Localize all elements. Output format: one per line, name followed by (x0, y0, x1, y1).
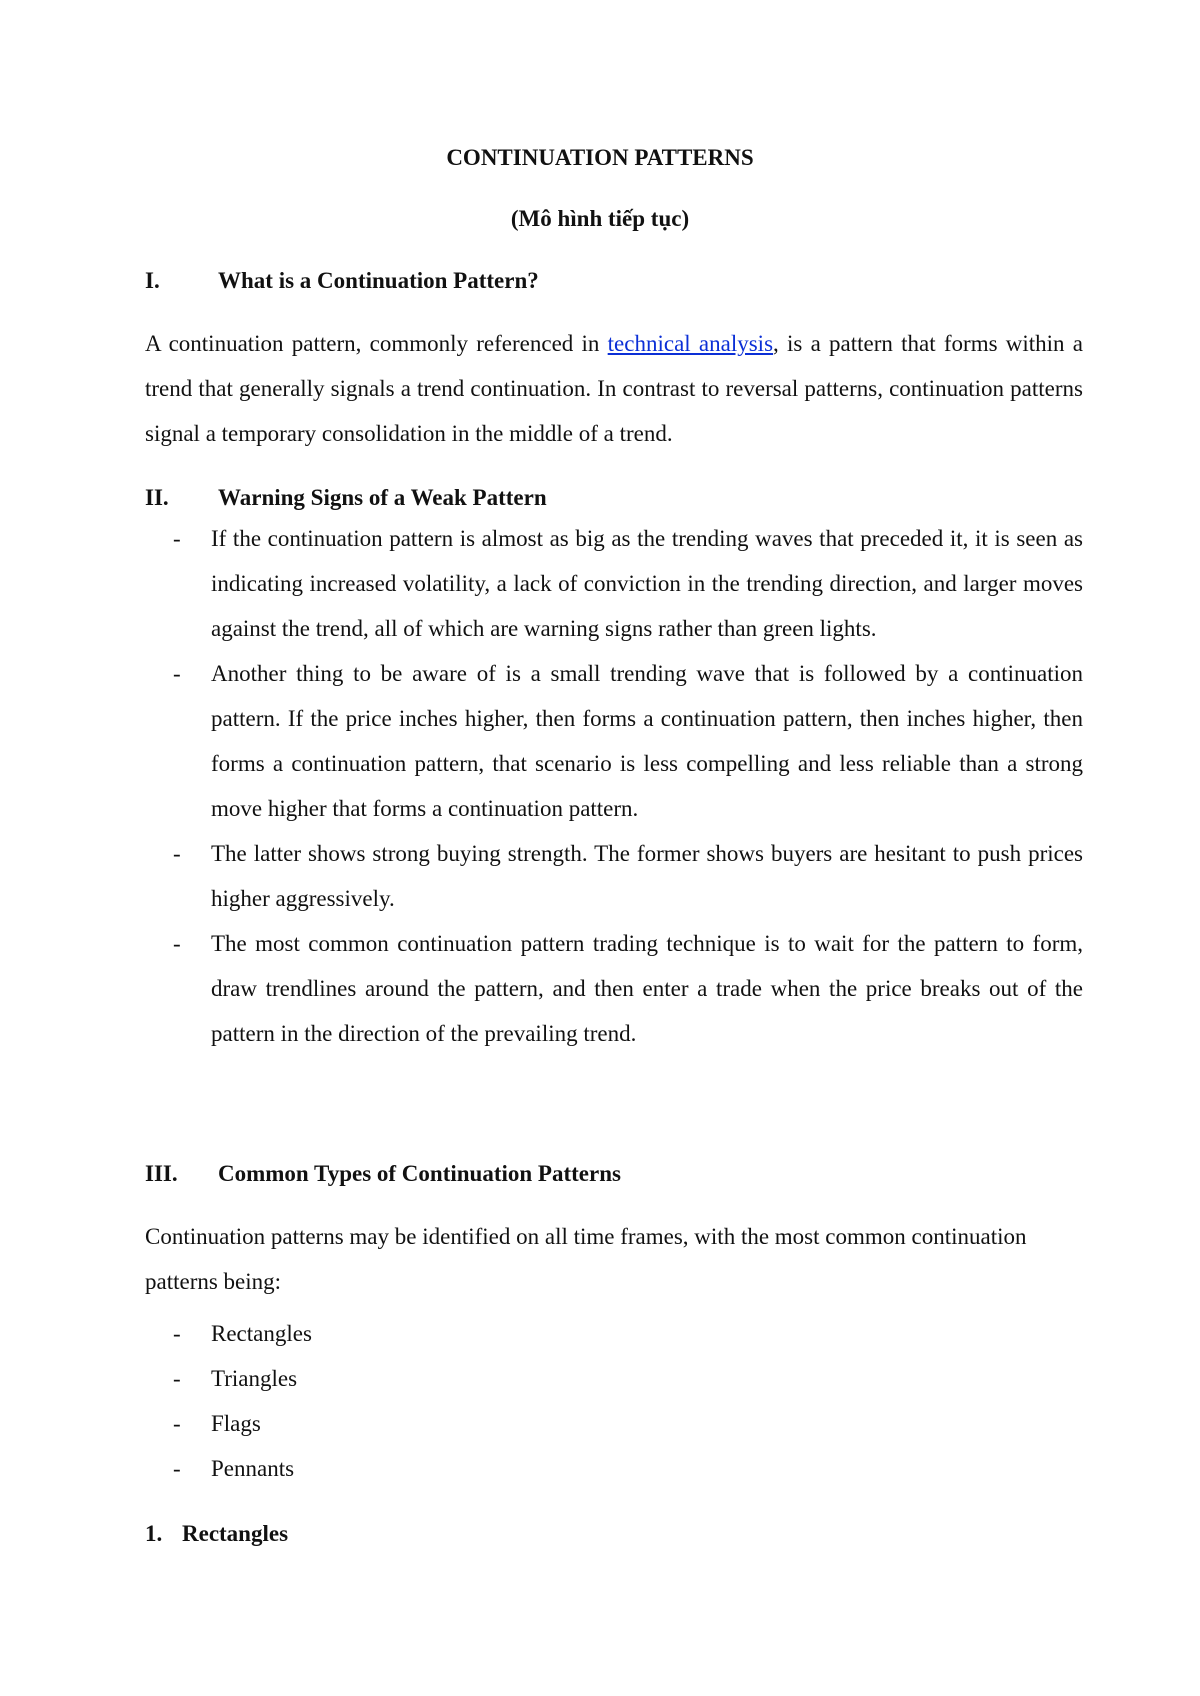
section-1-number: I. (145, 268, 160, 293)
list-item-text: Pennants (211, 1456, 295, 1481)
subsection-heading (145, 1520, 288, 1548)
bullet-dash: - (173, 526, 181, 551)
section-1-title: What is a Continuation Pattern? (218, 268, 539, 293)
section-1-text-end: , is a pattern that forms within a trend that generally signals a trend continuation. In contrast to reversal patterns, continuation patterns signal a temporary consolidation in the middle of a trend. (145, 331, 1084, 446)
subsection-number: 1. (145, 1521, 163, 1546)
section-1-heading (145, 267, 539, 295)
list-item (145, 1446, 1083, 1491)
section-3-number: III. (145, 1161, 178, 1186)
list-item-text: Another thing to be aware of is a small trending wave that is followed by a continuation pattern. If the price inches higher, then forms a continuation pattern, then inches higher, then forms a continuation pattern, that scenario is less compelling and less reliable than a strong move higher that forms a continuation pattern. (211, 661, 1083, 821)
list-item (145, 1401, 1083, 1446)
list-item-text: Flags (211, 1411, 261, 1436)
list-item-text: The latter shows strong buying strength. The former shows buyers are hesitant to push prices higher aggressively. (211, 841, 1083, 911)
bullet-dash: - (173, 931, 181, 956)
section-1-text-start: A continuation pattern, commonly referenced in (145, 331, 608, 356)
subsection-title: Rectangles (182, 1521, 289, 1546)
bullet-dash: - (173, 1411, 181, 1436)
list-item-text: Triangles (211, 1366, 298, 1391)
list-item (145, 1311, 1083, 1356)
section-2-title: Warning Signs of a Weak Pattern (218, 485, 547, 510)
bullet-dash: - (173, 841, 181, 866)
document-title: CONTINUATION PATTERNS (446, 145, 754, 170)
list-item-text: The most common continuation pattern trading technique is to wait for the pattern to form, draw trendlines around the pattern, and then enter a trade when the price breaks out of the pattern in the direction of the prevailing trend. (211, 931, 1083, 1046)
section-3-title: Common Types of Continuation Patterns (218, 1161, 621, 1186)
bullet-dash: - (173, 1366, 181, 1391)
list-item (145, 516, 1083, 651)
section-3-paragraph: Continuation patterns may be identified on all time frames, with the most common continuation patterns being: (145, 1224, 1027, 1294)
section-1-paragraph (145, 321, 1083, 456)
warning-signs-list (145, 516, 1083, 1056)
section-2-heading (145, 484, 547, 512)
pattern-types-list (145, 1311, 1083, 1491)
list-item-text: If the continuation pattern is almost as big as the trending waves that preceded it, it is seen as indicating increased volatility, a lack of conviction in the trending direction, and larger moves against the trend, all of which are warning signs rather than green lights. (211, 526, 1083, 641)
list-item-text: Rectangles (211, 1321, 312, 1346)
technical-analysis-link[interactable]: technical analysis (607, 331, 774, 356)
section-3-heading (145, 1160, 621, 1188)
list-item (145, 651, 1083, 831)
list-item (145, 921, 1083, 1056)
bullet-dash: - (173, 1321, 181, 1346)
bullet-dash: - (173, 1456, 181, 1481)
list-item (145, 831, 1083, 921)
document-subtitle: (Mô hình tiếp tục) (510, 206, 690, 231)
bullet-dash: - (173, 661, 181, 686)
list-item (145, 1356, 1083, 1401)
section-2-number: II. (145, 485, 169, 510)
